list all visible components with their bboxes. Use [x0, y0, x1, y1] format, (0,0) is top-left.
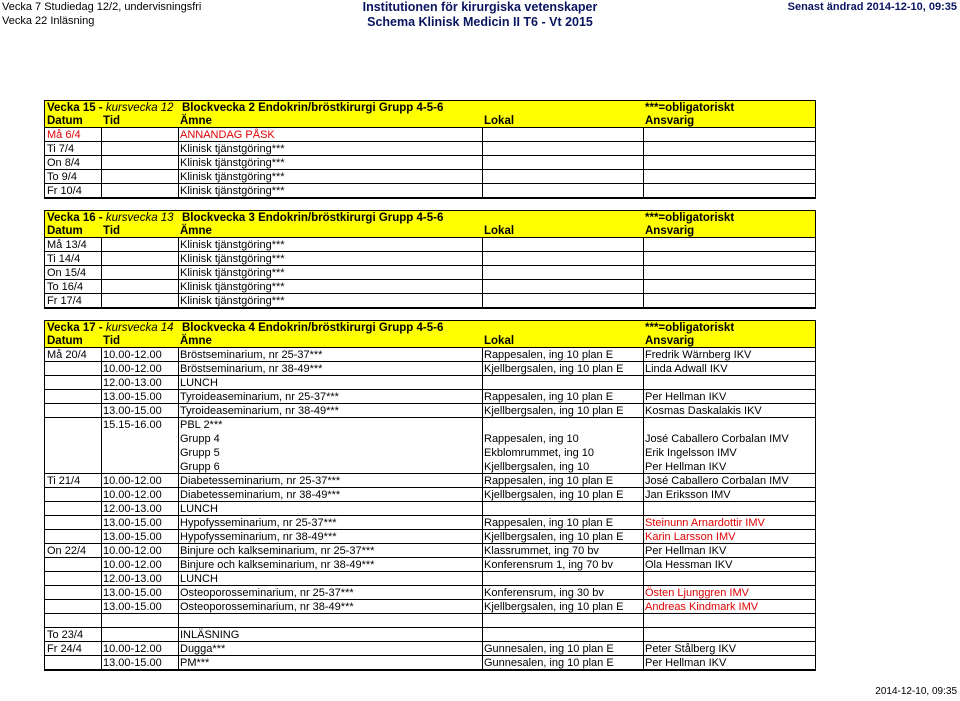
cell-ansvarig: Ola Hessman IKV: [645, 559, 733, 571]
cell-lokal: Rappesalen, ing 10 plan E: [484, 517, 614, 529]
cell-tid: 10.00-12.00: [103, 559, 162, 571]
cell-ansvarig: Per Hellman IKV: [645, 461, 727, 473]
col-amne: Ämne: [180, 225, 212, 237]
week-label: Vecka 15 - kursvecka 12: [47, 102, 174, 114]
footer-timestamp: 2014-12-10, 09:35: [875, 686, 957, 697]
schedule-rows: [44, 348, 816, 671]
cell-lokal: Kjellbergsalen, ing 10 plan E: [484, 531, 624, 543]
cell-datum: Fr 17/4: [47, 295, 82, 307]
cell-tid: 13.00-15.00: [103, 657, 162, 669]
week-header: [44, 320, 816, 334]
cell-lokal: Klassrummet, ing 70 bv: [484, 545, 599, 557]
cell-tid: 13.00-15.00: [103, 517, 162, 529]
cell-ansvarig: Karin Larsson IMV: [645, 531, 736, 543]
cell-amne: Grupp 6: [180, 461, 220, 473]
cell-ansvarig: Jan Eriksson IMV: [645, 489, 731, 501]
last-changed: Senast ändrad 2014-12-10, 09:35: [787, 1, 957, 13]
cell-tid: 13.00-15.00: [103, 405, 162, 417]
mandatory-note: ***=obligatoriskt: [645, 322, 735, 334]
table-row: [45, 656, 815, 670]
table-row: [45, 266, 815, 280]
cell-ansvarig: Andreas Kindmark IMV: [645, 601, 759, 613]
cell-datum: Må 20/4: [47, 349, 87, 361]
table-row: [45, 184, 815, 198]
table-row: [45, 294, 815, 308]
table-row: [45, 572, 815, 586]
cell-tid: 13.00-15.00: [103, 601, 162, 613]
table-row: [45, 418, 815, 432]
table-row: [45, 558, 815, 572]
document-title: [330, 0, 630, 30]
table-row: [45, 586, 815, 600]
cell-amne: INLÄSNING: [180, 629, 240, 641]
block-title: Blockvecka 3 Endokrin/bröstkirurgi Grupp 4-5-6: [182, 212, 444, 224]
cell-tid: 13.00-15.00: [103, 587, 162, 599]
cell-tid: 15.15-16.00: [103, 419, 162, 431]
week-header: [44, 100, 816, 114]
cell-amne: Hypofysseminarium, nr 38-49***: [180, 531, 337, 543]
table-row: [45, 474, 815, 488]
cell-ansvarig: José Caballero Corbalan IMV: [645, 475, 789, 487]
table-row: [45, 280, 815, 294]
cell-ansvarig: José Caballero Corbalan IMV: [645, 433, 789, 445]
col-amne: Ämne: [180, 115, 212, 127]
table-row: [45, 516, 815, 530]
cell-amne: Klinisk tjänstgöring***: [180, 157, 285, 169]
cell-amne: Klinisk tjänstgöring***: [180, 171, 285, 183]
cell-datum: Må 13/4: [47, 239, 87, 251]
cell-lokal: Rappesalen, ing 10 plan E: [484, 391, 614, 403]
cell-tid: 12.00-13.00: [103, 503, 162, 515]
table-row: [45, 252, 815, 266]
cell-tid: 10.00-12.00: [103, 643, 162, 655]
cell-lokal: Kjellbergsalen, ing 10 plan E: [484, 363, 624, 375]
table-row: [45, 544, 815, 558]
cell-amne: Bröstseminarium, nr 38-49***: [180, 363, 323, 375]
table-row: [45, 348, 815, 362]
cell-amne: Osteoporosseminarium, nr 38-49***: [180, 601, 354, 613]
table-row: [45, 432, 815, 446]
cell-datum: To 9/4: [47, 171, 77, 183]
col-tid: Tid: [103, 335, 121, 347]
cell-lokal: Rappesalen, ing 10 plan E: [484, 349, 614, 361]
cell-ansvarig: Steinunn Arnardottir IMV: [645, 517, 765, 529]
col-ansvarig: Ansvarig: [645, 335, 695, 347]
cell-ansvarig: Per Hellman IKV: [645, 657, 727, 669]
cell-datum: Ti 14/4: [47, 253, 81, 265]
cell-amne: Klinisk tjänstgöring***: [180, 239, 285, 251]
cell-amne: Tyroideaseminarium, nr 25-37***: [180, 391, 339, 403]
col-amne: Ämne: [180, 335, 212, 347]
cell-amne: LUNCH: [180, 377, 218, 389]
cell-lokal: Konferensrum 1, ing 70 bv: [484, 559, 614, 571]
cell-lokal: Konferensrum, ing 30 bv: [484, 587, 604, 599]
cell-amne: LUNCH: [180, 573, 218, 585]
cell-tid: 12.00-13.00: [103, 377, 162, 389]
cell-datum: On 8/4: [47, 157, 81, 169]
cell-tid: 13.00-15.00: [103, 391, 162, 403]
cell-amne: Tyroideaseminarium, nr 38-49***: [180, 405, 339, 417]
column-headers: [44, 334, 816, 348]
table-row: [45, 600, 815, 614]
cell-datum: To 16/4: [47, 281, 84, 293]
col-tid: Tid: [103, 225, 121, 237]
block-title: Blockvecka 2 Endokrin/bröstkirurgi Grupp 4-5-6: [182, 102, 444, 114]
table-row: [45, 446, 815, 460]
table-row: [45, 460, 815, 474]
table-row: [45, 156, 815, 170]
col-tid: Tid: [103, 115, 121, 127]
cell-amne: Dugga***: [180, 643, 226, 655]
block-title: Blockvecka 4 Endokrin/bröstkirurgi Grupp 4-5-6: [182, 322, 444, 334]
table-row: [45, 238, 815, 252]
table-row: [45, 642, 815, 656]
week-header: [44, 210, 816, 224]
cell-amne: Binjure och kalkseminarium, nr 25-37***: [180, 545, 375, 557]
cell-ansvarig: Erik Ingelsson IMV: [645, 447, 737, 459]
cell-amne: ANNANDAG PÅSK: [180, 129, 275, 141]
cell-datum: On 15/4: [47, 267, 87, 279]
cell-lokal: Kjellbergsalen, ing 10: [484, 461, 590, 473]
week-label: Vecka 16 - kursvecka 13: [47, 212, 174, 224]
cell-lokal: Kjellbergsalen, ing 10 plan E: [484, 405, 624, 417]
col-ansvarig: Ansvarig: [645, 115, 695, 127]
table-row: [45, 170, 815, 184]
col-datum: Datum: [47, 225, 83, 237]
cell-amne: Binjure och kalkseminarium, nr 38-49***: [180, 559, 375, 571]
table-row: [45, 390, 815, 404]
cell-datum: Ti 21/4: [47, 475, 81, 487]
cell-amne: Klinisk tjänstgöring***: [180, 267, 285, 279]
cell-amne: Osteoporosseminarium, nr 25-37***: [180, 587, 354, 599]
cell-lokal: Rappesalen, ing 10 plan E: [484, 475, 614, 487]
cell-ansvarig: Per Hellman IKV: [645, 391, 727, 403]
header-notes: [2, 0, 201, 28]
cell-tid: 10.00-12.00: [103, 475, 162, 487]
week-label: Vecka 17 - kursvecka 14: [47, 322, 174, 334]
week-block: [44, 100, 816, 199]
table-row: [45, 614, 815, 628]
cell-amne: Klinisk tjänstgöring***: [180, 185, 285, 197]
cell-lokal: Kjellbergsalen, ing 10 plan E: [484, 601, 624, 613]
column-headers: [44, 224, 816, 238]
column-headers: [44, 114, 816, 128]
cell-lokal: Gunnesalen, ing 10 plan E: [484, 643, 614, 655]
cell-lokal: Rappesalen, ing 10: [484, 433, 579, 445]
cell-tid: 10.00-12.00: [103, 349, 162, 361]
cell-lokal: Kjellbergsalen, ing 10 plan E: [484, 489, 624, 501]
cell-datum: Må 6/4: [47, 129, 81, 141]
cell-amne: Grupp 4: [180, 433, 220, 445]
mandatory-note: ***=obligatoriskt: [645, 102, 735, 114]
cell-amne: Klinisk tjänstgöring***: [180, 295, 285, 307]
cell-amne: Klinisk tjänstgöring***: [180, 281, 285, 293]
cell-amne: PBL 2***: [180, 419, 223, 431]
schedule-rows: [44, 128, 816, 199]
cell-ansvarig: Östen Ljunggren IMV: [645, 587, 749, 599]
cell-amne: PM***: [180, 657, 210, 669]
col-datum: Datum: [47, 115, 83, 127]
table-row: [45, 128, 815, 142]
col-ansvarig: Ansvarig: [645, 225, 695, 237]
cell-amne: Diabetesseminarium, nr 25-37***: [180, 475, 341, 487]
col-lokal: Lokal: [484, 225, 515, 237]
col-lokal: Lokal: [484, 115, 515, 127]
col-lokal: Lokal: [484, 335, 515, 347]
cell-datum: On 22/4: [47, 545, 87, 557]
cell-ansvarig: Linda Adwall IKV: [645, 363, 728, 375]
cell-tid: 10.00-12.00: [103, 489, 162, 501]
table-row: [45, 628, 815, 642]
week-block: [44, 210, 816, 309]
cell-amne: Hypofysseminarium, nr 25-37***: [180, 517, 337, 529]
cell-amne: LUNCH: [180, 503, 218, 515]
cell-tid: 10.00-12.00: [103, 363, 162, 375]
cell-ansvarig: Per Hellman IKV: [645, 545, 727, 557]
cell-ansvarig: Kosmas Daskalakis IKV: [645, 405, 762, 417]
cell-datum: To 23/4: [47, 629, 84, 641]
col-datum: Datum: [47, 335, 83, 347]
header-note-2: Vecka 22 Inläsning: [2, 15, 95, 27]
table-row: [45, 488, 815, 502]
cell-ansvarig: Peter Stålberg IKV: [645, 643, 737, 655]
cell-tid: 12.00-13.00: [103, 573, 162, 585]
cell-datum: Ti 7/4: [47, 143, 75, 155]
institution-title: Institutionen för kirurgiska vetenskaper: [362, 0, 598, 14]
cell-amne: Klinisk tjänstgöring***: [180, 143, 285, 155]
cell-lokal: Gunnesalen, ing 10 plan E: [484, 657, 614, 669]
table-row: [45, 376, 815, 390]
cell-amne: Grupp 5: [180, 447, 220, 459]
mandatory-note: ***=obligatoriskt: [645, 212, 735, 224]
cell-lokal: Ekblomrummet, ing 10: [484, 447, 595, 459]
cell-ansvarig: Fredrik Wärnberg IKV: [645, 349, 752, 361]
table-row: [45, 502, 815, 516]
cell-tid: 10.00-12.00: [103, 545, 162, 557]
header-note-1: Vecka 7 Studiedag 12/2, undervisningsfri: [2, 1, 202, 13]
table-row: [45, 142, 815, 156]
cell-amne: Bröstseminarium, nr 25-37***: [180, 349, 323, 361]
table-row: [45, 362, 815, 376]
cell-tid: 13.00-15.00: [103, 531, 162, 543]
schedule-rows: [44, 238, 816, 309]
cell-amne: Klinisk tjänstgöring***: [180, 253, 285, 265]
table-row: [45, 404, 815, 418]
cell-datum: Fr 24/4: [47, 643, 82, 655]
week-block: [44, 320, 816, 671]
cell-datum: Fr 10/4: [47, 185, 82, 197]
table-row: [45, 530, 815, 544]
schedule-title: Schema Klinisk Medicin II T6 - Vt 2015: [367, 15, 593, 29]
cell-amne: Diabetesseminarium, nr 38-49***: [180, 489, 341, 501]
